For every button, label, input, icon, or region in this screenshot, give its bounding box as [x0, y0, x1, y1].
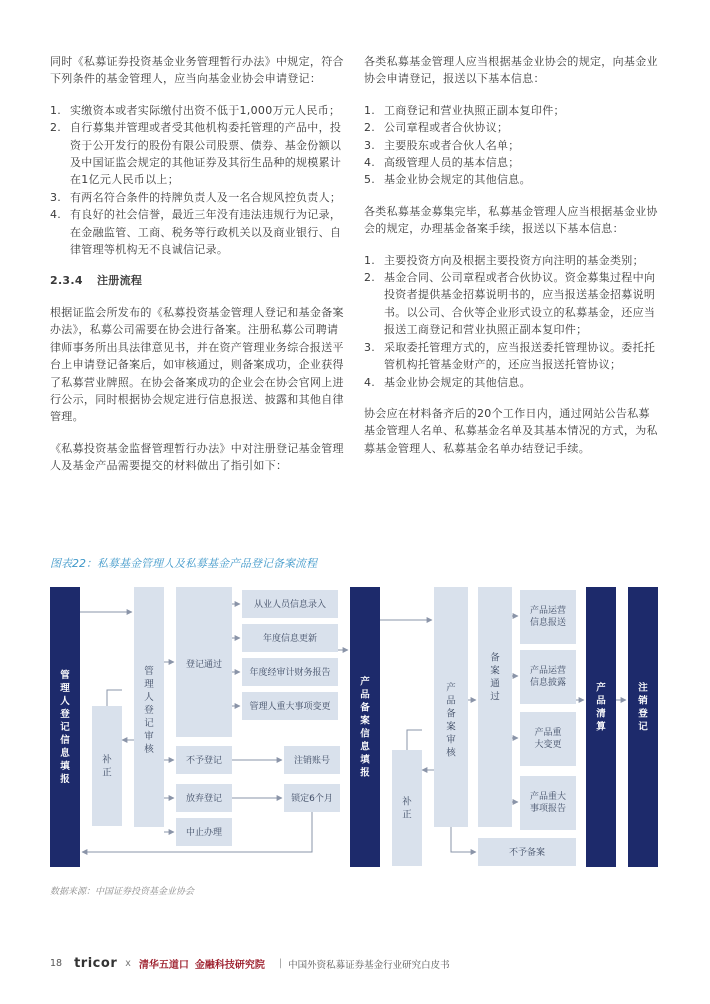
info-4-label: 管理人重大事项变更: [249, 702, 331, 712]
section-number: 2.3.4: [50, 274, 83, 288]
tricor-logo: tricor: [74, 956, 118, 971]
filed-label: 备案通过: [490, 652, 500, 703]
p3-label: 产品重大变更: [534, 728, 562, 750]
p4-box: [520, 776, 576, 830]
product-review-label: 产品备案审核: [446, 682, 456, 759]
supplement-1-box: [92, 706, 122, 826]
cancel-acct-label: 注销账号: [293, 756, 331, 766]
reg-pass-label: 登记通过: [185, 660, 223, 670]
p2-label: 产品运营信息披露: [529, 666, 567, 688]
logo-separator: x: [125, 958, 131, 969]
list-item: 3. 采取委托管理方式的，应当报送委托管理协议。委托托管机构托管基金财产的，还应当报送托管协议；: [364, 340, 656, 372]
supplement-2-box: [392, 750, 422, 866]
list-item: 3. 有两名符合条件的持牌负责人及一名合规风控负责人；: [50, 190, 342, 204]
list-item: 1. 实缴资本或者实际缴付出资不低于1,000万元人民币；: [50, 103, 341, 117]
product-review-box: [434, 587, 468, 827]
p2-box: [520, 650, 576, 704]
left-paragraph-2: 《私募投资基金监督管理暂行办法》中对注册登记基金管理人及基金产品需要提交的材料做出了指引如下：: [50, 441, 344, 473]
figure-title: 图表22：私募基金管理人及私募基金产品登记备案流程: [50, 557, 317, 570]
page-footer: [50, 956, 450, 971]
info-3-label: 年度经审计财务报告: [249, 668, 331, 678]
p1-box: [520, 590, 576, 644]
right-intro-1: 各类私募基金管理人应当根据基金业协会的规定，向基金业协会申请登记，报送以下基本信息：: [364, 55, 658, 86]
lock-label: 锁定6个月: [291, 794, 333, 804]
list-item: 4. 有良好的社会信誉，最近三年没有违法违规行为记录，在金融监管、工商、税务等行政机关以及商业银行、自律管理等机构无不良诚信记录。: [50, 208, 342, 257]
give-up-label: 放弃登记: [185, 794, 223, 804]
list-item: 1. 工商登记和营业执照正副本复印件；: [364, 103, 565, 117]
list-item: 2. 基金合同、公司章程或者合伙协议。资金募集过程中向投资者提供基金招募说明书的，应当报送基金招募说明书。以公司、合伙等企业形式设立的私募基金，还应当报送工商登记和营业执照正副本复印件；: [364, 271, 656, 337]
list-item: 3. 主要股东或者合伙人名单；: [364, 138, 520, 152]
list-item: 2. 自行募集并管理或者受其他机构委托管理的产品中，投资于公开发行的股份有限公司股票、债券、基金份额以及中国证监会规定的其他证券及其衍生品种的规模累计在1亿元人民币以上；: [50, 121, 342, 187]
fintech-institute-logo: 金融科技研究院: [194, 960, 265, 971]
p4-label: 产品重大事项报告: [529, 792, 567, 814]
supplement-2-label: 补正: [402, 796, 412, 821]
section-title: 注册流程: [96, 274, 143, 288]
manager-reg-label: 管理人登记信息填报: [60, 670, 70, 785]
right-paragraph: 协会应在材料备齐后的20个工作日内，通过网站公告私募基金管理人名单、私募基金名单及其基本情况的方式，为私募基金管理人、私募基金名单办结登记手续。: [364, 406, 658, 455]
footer-divider: |: [278, 958, 283, 969]
p1-label: 产品运营信息报送: [529, 606, 567, 628]
list-item: 1. 主要投资方向及根据主要投资方向注明的基金类别；: [364, 253, 644, 267]
filed-box: [478, 587, 512, 827]
product-fill-box: [350, 587, 380, 867]
list-item: 4. 高级管理人员的基本信息；: [364, 156, 520, 170]
right-intro-2: 各类私募基金募集完毕，私募基金管理人应当根据基金业协会的规定，办理基金备案手续，报送以下基本信息：: [364, 204, 658, 236]
info-1-label: 从业人员信息录入: [253, 600, 327, 610]
manager-review-label: 管理人登记审核: [144, 666, 154, 755]
info-2-label: 年度信息更新: [262, 634, 318, 644]
product-fill-label: 产品备案信息填报: [360, 676, 370, 779]
no-reg-label: 不予登记: [185, 756, 223, 766]
list-item: 4. 基金业协会规定的其他信息。: [364, 375, 531, 389]
list-item: 5. 基金业协会规定的其他信息。: [364, 173, 531, 187]
no-file-label: 不予备案: [508, 848, 546, 858]
left-paragraph-1: 根据证监会所发布的《私募投资基金管理人登记和基金备案办法》，私募公司需要在协会进行备案。注册私募公司聘请律师事务所出具法律意见书，并在资产管理业务综合报送平台上申请登记备案后，如审核通过，则备案成功，企业获得了私募营业牌照。在协会备案成功的企业会在协会官网上进行公示，同时根据协会规定进行信息报送、披露和其他自律管理。: [50, 305, 344, 424]
list-item: 2. 公司章程或者合伙协议；: [364, 121, 509, 135]
document-title: 中国外资私募证券基金行业研究白皮书: [288, 959, 450, 971]
figure-source: 数据来源：中国证券投资基金业协会: [50, 887, 195, 897]
liquidation-label: 产品清算: [596, 682, 606, 733]
tsinghua-pbcsf-logo: 清华五道口: [138, 960, 189, 971]
p3-box: [520, 712, 576, 766]
stop-label: 中止办理: [185, 828, 223, 838]
left-intro: 同时《私募证券投资基金业务管理暂行办法》中规定，符合下列条件的基金管理人，应当向基金业协会申请登记：: [50, 55, 344, 86]
deregister-label: 注销登记: [638, 682, 648, 733]
supplement-1-label: 补正: [102, 754, 112, 779]
page-number: 18: [50, 958, 63, 969]
